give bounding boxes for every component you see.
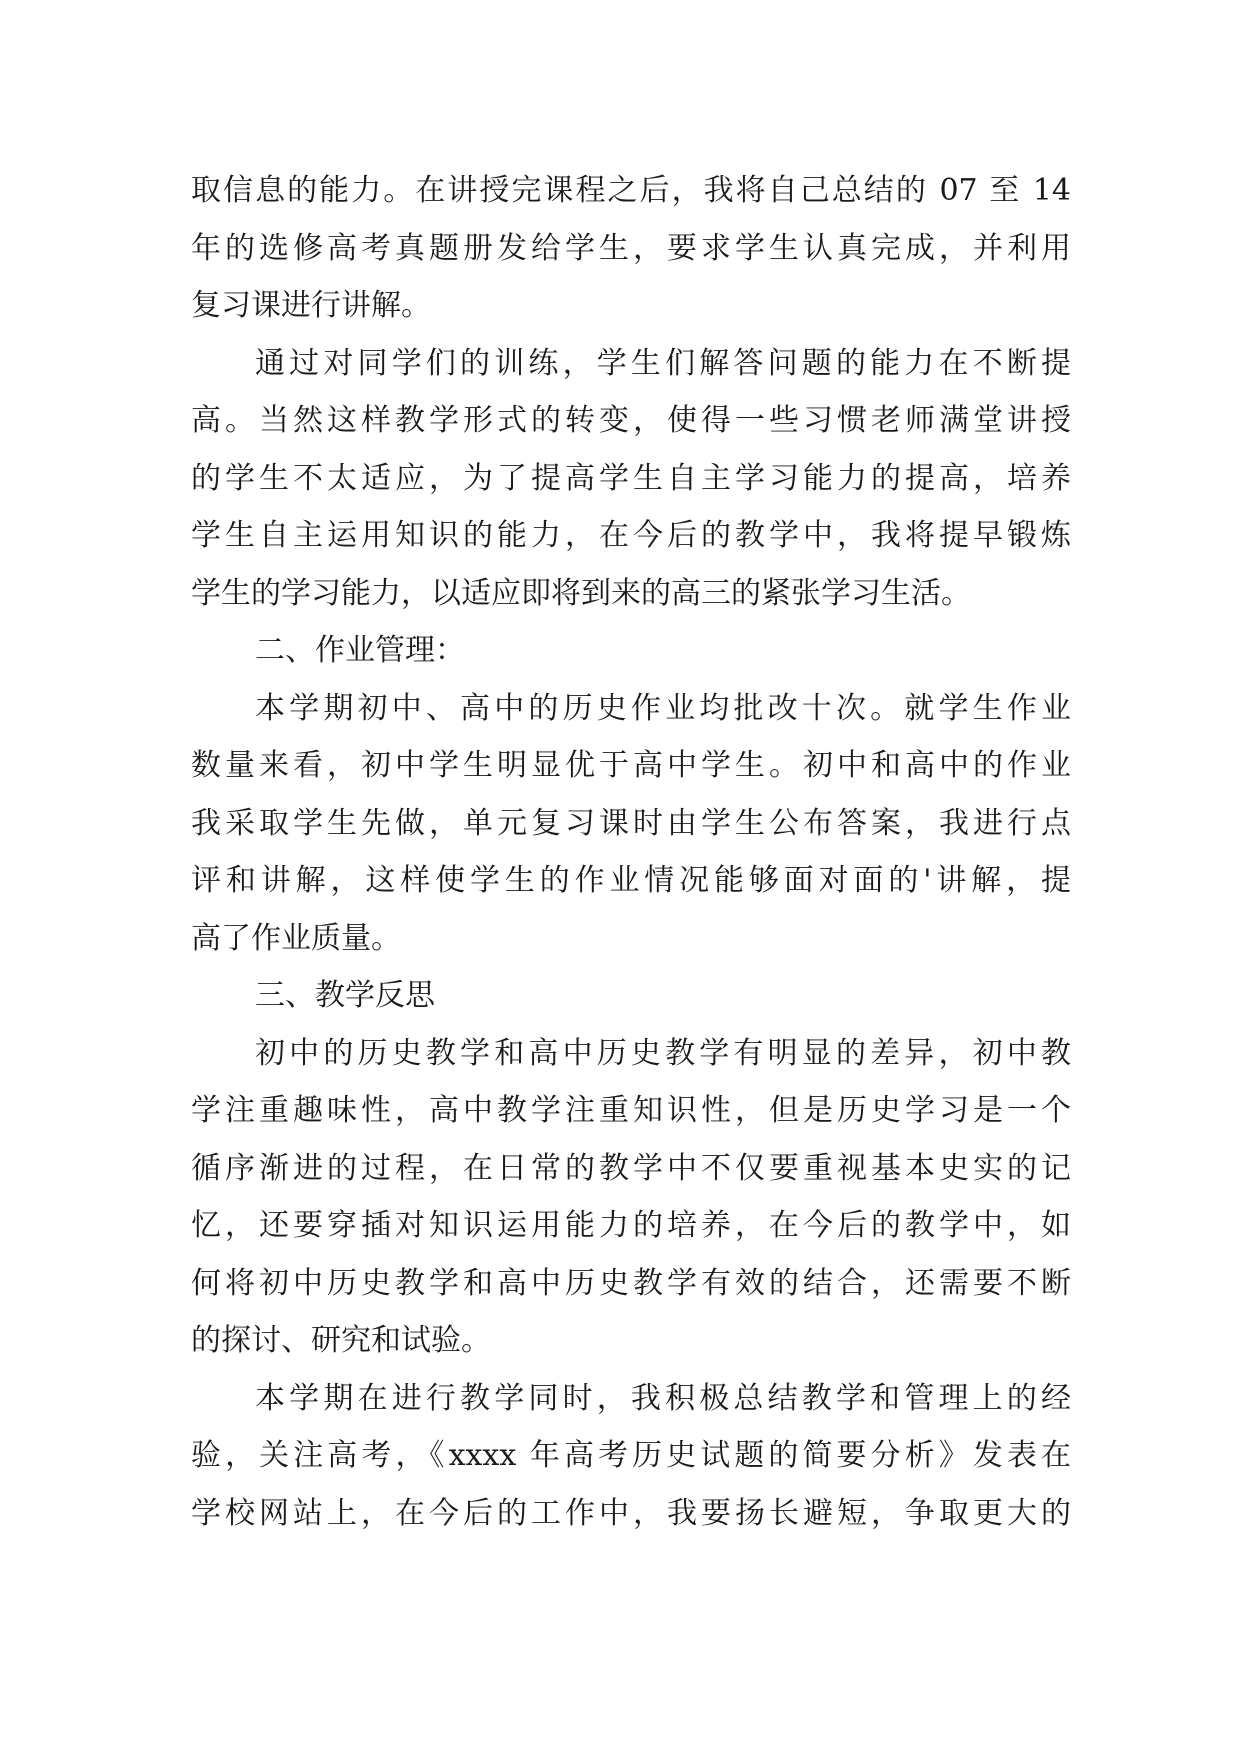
text-line: 高了作业质量。: [191, 920, 401, 956]
text-line: 忆，还要穿插对知识运用能力的培养，在今后的教学中，如: [191, 1208, 1071, 1243]
paragraph-first-line: 通过对同学们的训练，学生们解答问题的能力在不断提: [255, 345, 1071, 381]
text-line: 年的选修高考真题册发给学生，要求学生认真完成，并利用: [191, 230, 1071, 266]
section-heading: 二、作业管理：: [255, 633, 465, 668]
document-body: [191, 162, 1071, 1542]
text-line: 评和讲解，这样使学生的作业情况能够面对面的'讲解，提: [191, 863, 1071, 898]
text-line: 数量来看，初中学生明显优于高中学生。初中和高中的作业: [191, 748, 1071, 783]
text-line: 学校网站上，在今后的工作中，我要扬长避短，争取更大的: [191, 1495, 1071, 1531]
text-line: 高。当然这样教学形式的转变，使得一些习惯老师满堂讲授: [191, 403, 1071, 438]
text-line: 的学生不太适应，为了提高学生自主学习能力的提高，培养: [191, 460, 1071, 496]
text-line: 取信息的能力。在讲授完课程之后，我将自己总结的 07 至 14: [191, 173, 1071, 208]
text-line: 学生的学习能力，以适应即将到来的高三的紧张学习生活。: [191, 575, 971, 611]
text-line: 的探讨、研究和试验。: [191, 1323, 491, 1358]
text-line: 验，关注高考，《xxxx 年高考历史试题的简要分析》发表在: [191, 1438, 1071, 1473]
text-line: 我采取学生先做，单元复习课时由学生公布答案，我进行点: [191, 805, 1071, 841]
text-line: 学生自主运用知识的能力，在今后的教学中，我将提早锻炼: [191, 518, 1071, 553]
text-line: 复习课进行讲解。: [191, 288, 431, 323]
paragraph-first-line: 本学期初中、高中的历史作业均批改十次。就学生作业: [255, 690, 1071, 726]
text-line: 学注重趣味性，高中教学注重知识性，但是历史学习是一个: [191, 1093, 1071, 1128]
text-line: 何将初中历史教学和高中历史教学有效的结合，还需要不断: [191, 1265, 1071, 1301]
paragraph-first-line: 初中的历史教学和高中历史教学有明显的差异，初中教: [255, 1035, 1071, 1071]
paragraph-first-line: 本学期在进行教学同时，我积极总结教学和管理上的经: [255, 1380, 1071, 1416]
text-line: 循序渐进的过程，在日常的教学中不仅要重视基本史实的记: [191, 1150, 1071, 1186]
section-heading: 三、教学反思: [255, 978, 435, 1013]
